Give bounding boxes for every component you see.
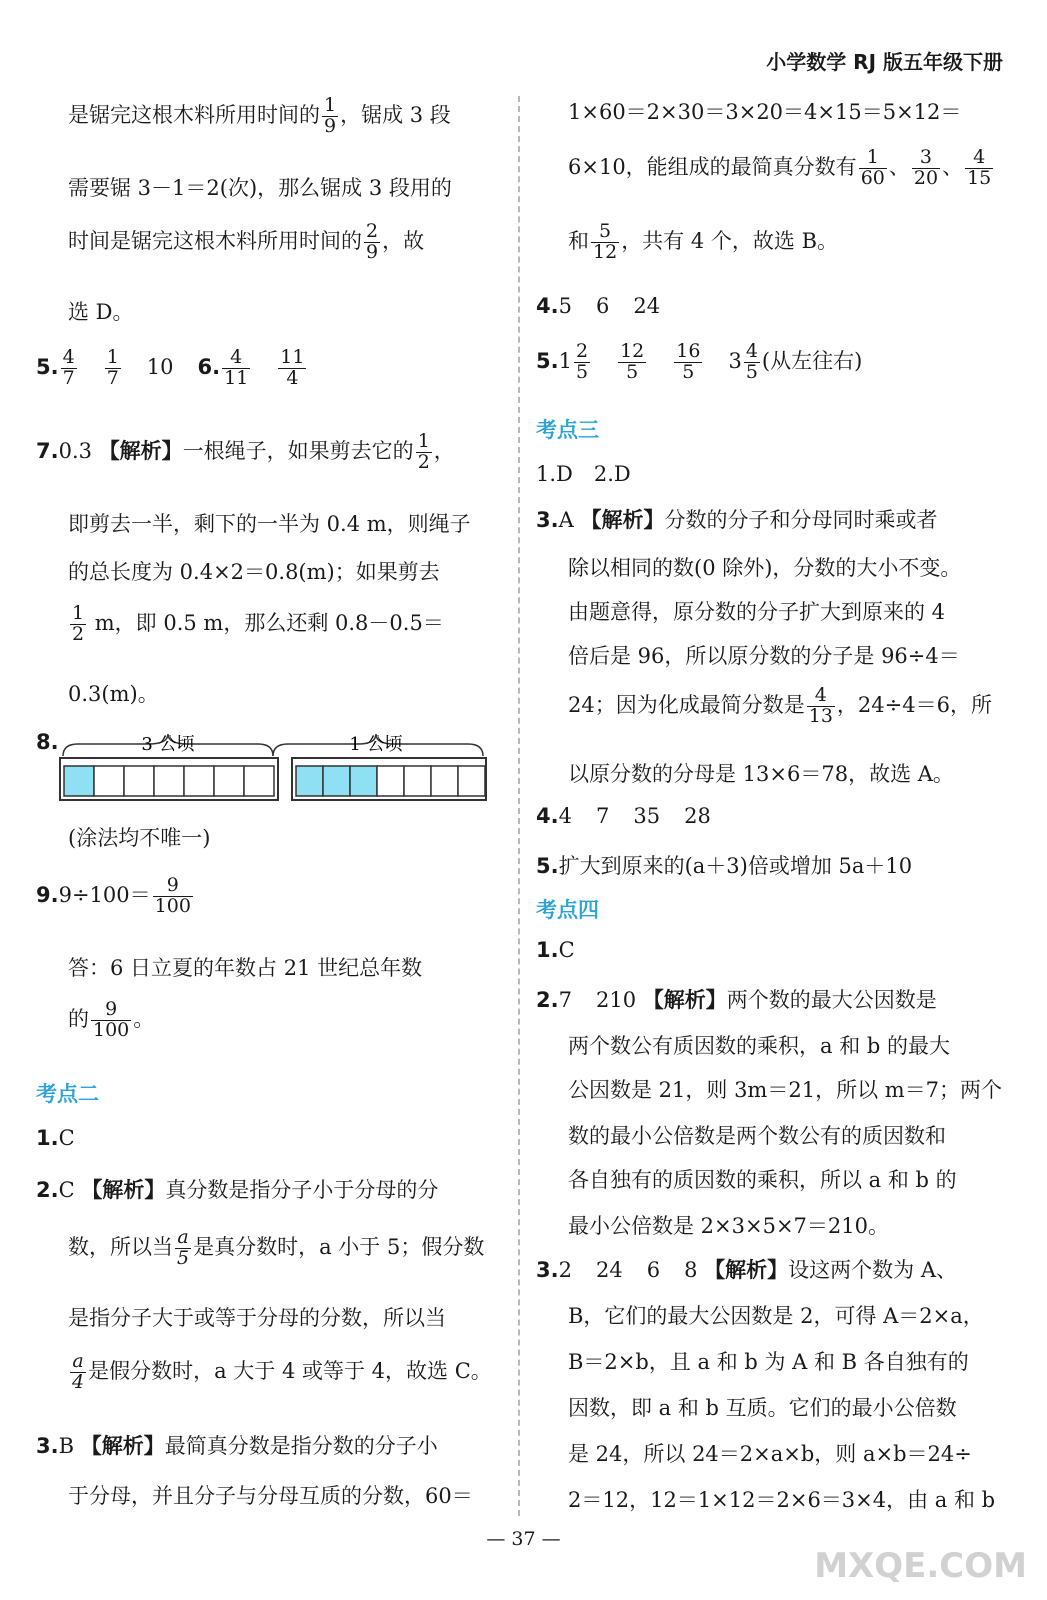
s3-answer-4: 4.4 7 35 28 [536, 804, 711, 828]
text-line: 公因数是 21，则 3m＝21，所以 m＝7；两个 [568, 1078, 1003, 1102]
s2-answer-1: 1.C [36, 1126, 75, 1150]
text-line: 由题意得，原分数的分子扩大到原来的 4 [568, 600, 946, 624]
text-line: 数，所以当 $\frac{a}{5}$ 是真分数时，a 小于 5；假分数 [68, 1226, 485, 1269]
grid-right [296, 766, 485, 796]
text-line: 各自独有的质因数的乘积，所以 a 和 b 的 [568, 1168, 957, 1192]
s2-answer-2: 2.C 【解析】真分数是指分子小于分母的分 [36, 1178, 439, 1202]
text-line: 需要锯 3－1＝2(次)，那么锯成 3 段用的 [68, 176, 452, 200]
grid-cell [404, 766, 431, 796]
s3-answer-1-2: 1.D 2.D [536, 462, 631, 486]
answer-7: 7.0.3 【解析】一根绳子，如果剪去它的 $\frac{1}{2}$ ， [36, 430, 455, 473]
grid-cell [323, 766, 350, 796]
grid-cell [377, 766, 404, 796]
text-line: 两个数公有质因数的乘积，a 和 b 的最大 [568, 1034, 950, 1058]
fraction: $\frac{1}{9}$ [324, 94, 337, 137]
text-line: 即剪去一半，剩下的一半为 0.4 m，则绳子 [68, 512, 471, 536]
text-line: 数的最小公倍数是两个数公有的质因数和 [568, 1124, 946, 1148]
label-1-hectare: 1 公顷 [349, 734, 403, 755]
text-line: 24；因为化成最简分数是 $\frac{4}{13}$ ，24÷4＝6，所 [568, 684, 992, 727]
text-line: 的 $\frac{9}{100}$ 。 [68, 998, 155, 1041]
text-line: B，它们的最大公因数是 2，可得 A＝2×a， [568, 1304, 984, 1328]
grid-left [64, 766, 274, 796]
grid-cell [458, 766, 485, 796]
section-4-heading: 考点四 [536, 898, 599, 922]
text-line: 是 24，所以 24＝2×a×b，则 a×b＝24÷ [568, 1442, 972, 1466]
section-2-heading: 考点二 [36, 1082, 99, 1106]
r-answer-5: 5.1 $\frac{2}{5}$ $\frac{12}{5}$ $\frac{16}{5}$ 3 $\frac{4}{5}$ (从左往右) [536, 340, 863, 383]
s4-answer-1: 1.C [536, 938, 575, 962]
text-line: 除以相同的数(0 除外)，分数的大小不变。 [568, 556, 962, 580]
s4-answer-3: 3.2 24 6 8 【解析】设这两个数为 A、 [536, 1258, 957, 1282]
text-line: 时间是锯完这根木料所用时间的 $\frac{2}{9}$ ，故 [68, 220, 425, 263]
text-line: 最小公倍数是 2×3×5×7＝210。 [568, 1214, 889, 1238]
grid-cell [296, 766, 323, 796]
column-divider [518, 96, 520, 1516]
watermark: MXQE.COM [814, 1546, 1027, 1586]
book-title: 小学数学 RJ 版五年级下册 [766, 50, 1003, 74]
text-line: 6×10，能组成的最简真分数有 $\frac{1}{60}$ 、 $\frac{3}{20}$ 、 $\frac{4}{15}$ [568, 146, 992, 189]
text-line: 2＝12，12＝1×12＝2×6＝3×4，由 a 和 b [568, 1488, 996, 1512]
grid-cell [64, 766, 94, 796]
text-line: 1×60＝2×30＝3×20＝4×15＝5×12＝ [568, 100, 962, 124]
text-line: 于分母，并且分子与分母互质的分数，60＝ [68, 1484, 473, 1508]
text-line: $\frac{1}{2}$ m，即 0.5 m，那么还剩 0.8－0.5＝ [72, 602, 444, 645]
grid-cell [124, 766, 154, 796]
s4-answer-2: 2.7 210 【解析】两个数的最大公因数是 [536, 988, 937, 1012]
text-line: 0.3(m)。 [68, 682, 159, 706]
text-line: 以原分数的分母是 13×6＝78，故选 A。 [568, 762, 954, 786]
fraction: $\frac{2}{9}$ [366, 220, 379, 263]
r-answer-4: 4.5 6 24 [536, 294, 661, 318]
grid-cell [184, 766, 214, 796]
answer-5-6: 5. $\frac{4}{7}$ $\frac{1}{7}$ 10 6. $\frac{4}{11}$ $\frac{11}{4}$ [36, 346, 305, 389]
answer-8: 8. [36, 730, 59, 754]
text-line: 答：6 日立夏的年数占 21 世纪总年数 [68, 956, 423, 980]
grid-cell [214, 766, 244, 796]
text-line: 是锯完这根木料所用时间的 $\frac{1}{9}$ ，锯成 3 段 [68, 94, 451, 137]
grid-cell [94, 766, 124, 796]
hectare-diagram [58, 726, 498, 802]
text-line: B＝2×b，且 a 和 b 为 A 和 B 各自独有的 [568, 1350, 969, 1374]
label-3-hectare: 3 公顷 [141, 734, 195, 755]
grid-cell [244, 766, 274, 796]
answer-9: 9.9÷100＝ $\frac{9}{100}$ [36, 874, 191, 917]
grid-cell [431, 766, 458, 796]
text-line: 倍后是 96，所以原分数的分子是 96÷4＝ [568, 644, 960, 668]
section-3-heading: 考点三 [536, 418, 599, 442]
grid-cell [154, 766, 184, 796]
s3-answer-5: 5.扩大到原来的(a＋3)倍或增加 5a＋10 [536, 854, 913, 878]
text-line: 选 D。 [68, 300, 134, 324]
text-line: 因数，即 a 和 b 互质。它们的最小公倍数 [568, 1396, 957, 1420]
text-line: 是指分子大于或等于分母的分数，所以当 [68, 1306, 446, 1330]
text-line: $\frac{a}{4}$ 是假分数时，a 大于 4 或等于 4，故选 C。 [72, 1350, 492, 1393]
text-line: 的总长度为 0.4×2＝0.8(m)；如果剪去 [68, 560, 440, 584]
s3-answer-3: 3.A 【解析】分数的分子和分母同时乘或者 [536, 508, 938, 532]
s2-answer-3: 3.B 【解析】最简真分数是指分数的分子小 [36, 1434, 438, 1458]
text-line: 和 $\frac{5}{12}$ ，共有 4 个，故选 B。 [568, 220, 839, 263]
grid-cell [350, 766, 377, 796]
page-number: — 37 — [486, 1528, 561, 1550]
note: (涂法均不唯一) [68, 826, 211, 850]
